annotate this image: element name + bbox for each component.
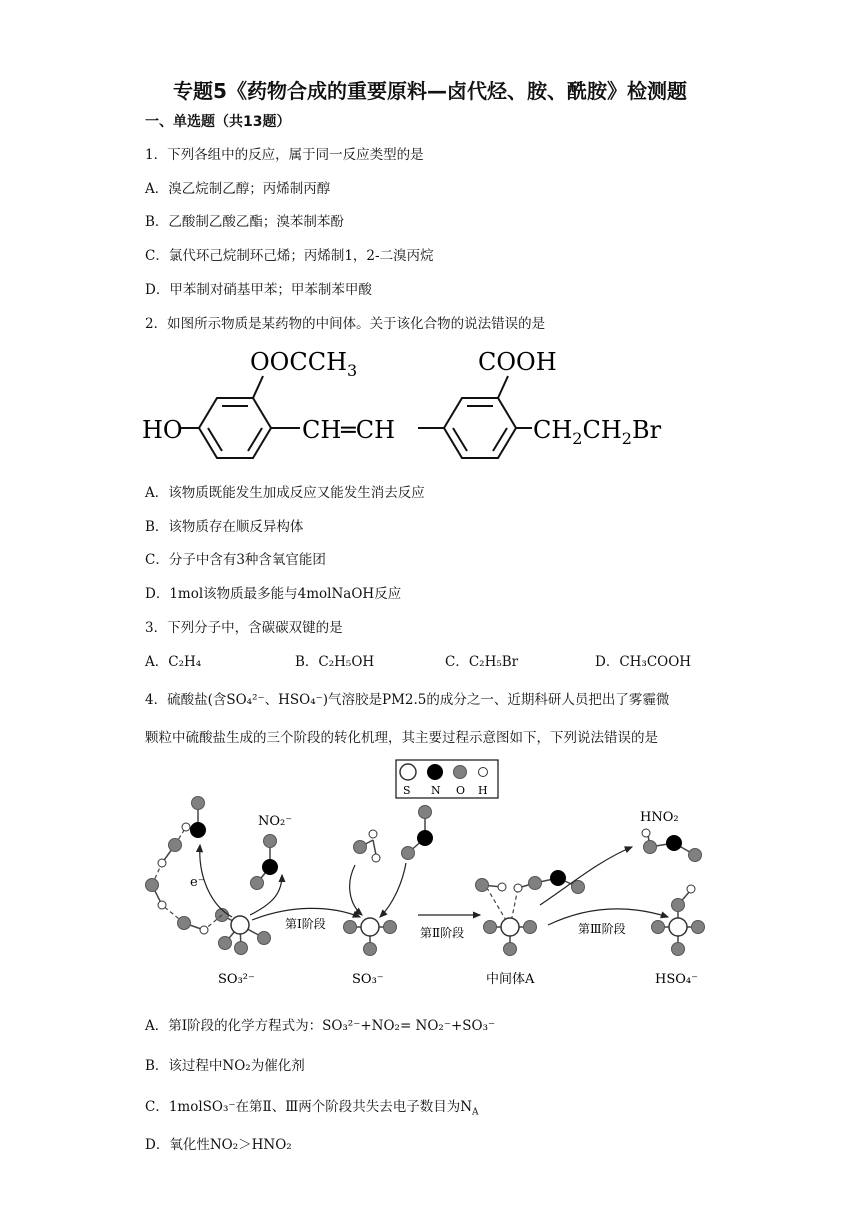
q1-stem: 1．下列各组中的反应，属于同一反应类型的是 xyxy=(145,147,424,163)
label-no2-minus: NO₂⁻ xyxy=(258,814,293,829)
q3-option-a: A．C₂H₄ xyxy=(145,654,202,670)
q1-option-d: D．甲苯制对硝基甲苯；甲苯制苯甲酸 xyxy=(145,282,372,298)
q3-option-c: C．C₂H₅Br xyxy=(445,654,519,670)
label-so3-minus: SO₃⁻ xyxy=(352,972,384,987)
q2-option-b: B．该物质存在顺反异构体 xyxy=(145,519,304,535)
q4-stem-line2: 颗粒中硫酸盐生成的三个阶段的转化机理，其主要过程示意图如下，下列说法错误的是 xyxy=(145,730,658,746)
label-stage2: 第Ⅱ阶段 xyxy=(420,926,465,940)
q3-stem: 3．下列分子中，含碳碳双键的是 xyxy=(145,620,343,636)
q4-mechanism-diagram xyxy=(140,755,720,995)
label-electron: e⁻ xyxy=(190,875,205,890)
label-hso4-minus: HSO₄⁻ xyxy=(655,972,698,987)
struct-vinyl: CH═CH xyxy=(302,416,396,444)
label-stage3: 第Ⅲ阶段 xyxy=(578,922,626,936)
q1-option-c: C．氯代环己烷制环己烯；丙烯制1，2-二溴丙烷 xyxy=(145,248,434,264)
q3-option-b: B．C₂H₅OH xyxy=(295,654,375,670)
page-title: 专题5《药物合成的重要原料—卤代烃、胺、酰胺》检测题 xyxy=(173,79,687,103)
struct-ho: HO xyxy=(142,416,183,444)
legend-o: O xyxy=(456,784,466,797)
struct-chain: $CH_2CH_2Br$ xyxy=(533,416,662,448)
q1-option-a: A．溴乙烷制乙醇；丙烯制丙醇 xyxy=(145,181,331,197)
q4-option-d: D．氧化性NO₂＞HNO₂ xyxy=(145,1137,292,1153)
q4-option-c xyxy=(145,1095,479,1118)
q4-option-c-text: C．1molSO₃⁻在第Ⅱ、Ⅲ两个阶段共失去电子数目为N xyxy=(145,1099,473,1115)
label-so3-2minus: SO₃²⁻ xyxy=(218,972,255,987)
struct-cooh: COOH xyxy=(478,348,557,376)
legend-s: S xyxy=(403,784,411,797)
q4-option-b: B．该过程中NO₂为催化剂 xyxy=(145,1058,305,1074)
q4-option-c-sub: A xyxy=(472,1107,479,1118)
legend-n: N xyxy=(431,784,441,797)
q4-option-a: A．第Ⅰ阶段的化学方程式为：SO₃²⁻+NO₂= NO₂⁻+SO₃⁻ xyxy=(145,1018,496,1034)
q1-option-b: B．乙酸制乙酸乙酯；溴苯制苯酚 xyxy=(145,214,344,230)
struct-oocch3: $OOCCH_3$ xyxy=(250,348,358,380)
label-hno2: HNO₂ xyxy=(640,810,679,825)
label-stage1: 第Ⅰ阶段 xyxy=(285,917,326,931)
section-heading: 一、单选题（共13题） xyxy=(145,114,291,130)
q2-option-d: D．1mol该物质最多能与4molNaOH反应 xyxy=(145,586,402,602)
q2-option-c: C．分子中含有3种含氧官能团 xyxy=(145,552,326,568)
q3-option-d: D．CH₃COOH xyxy=(595,654,692,670)
q4-stem-line1: 4．硫酸盐(含SO₄²⁻、HSO₄⁻)气溶胶是PM2.5的成分之一、近期科研人员把出了雾霾微 xyxy=(145,692,670,708)
q2-stem: 2．如图所示物质是某药物的中间体。关于该化合物的说法错误的是 xyxy=(145,316,546,332)
legend-h: H xyxy=(478,784,488,797)
q2-structure xyxy=(140,340,680,470)
q2-option-a: A．该物质既能发生加成反应又能发生消去反应 xyxy=(145,485,425,501)
label-intermediate-a: 中间体A xyxy=(486,972,535,987)
